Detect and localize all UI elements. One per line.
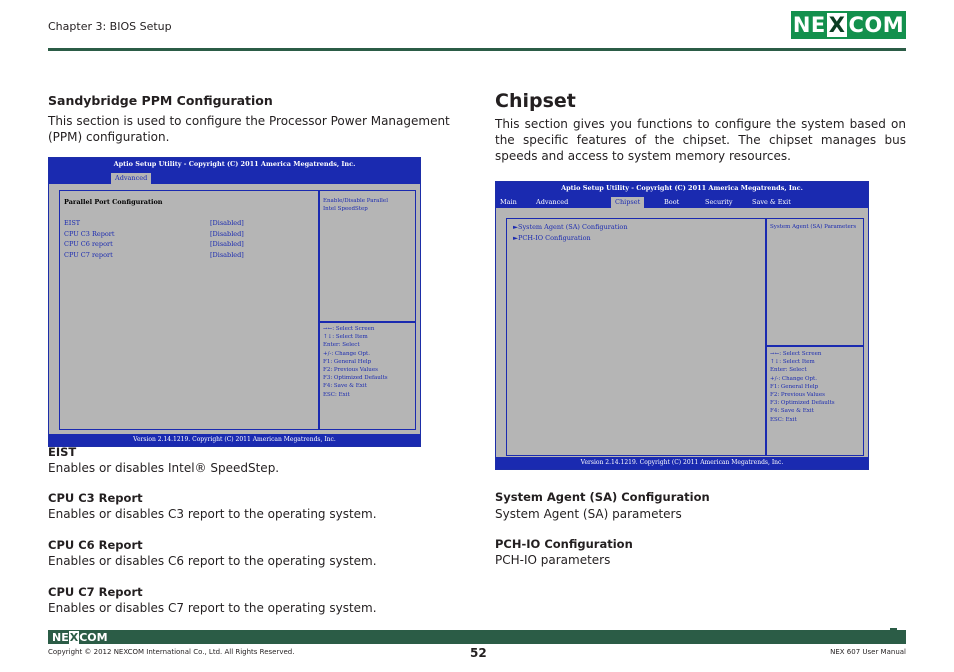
setting-eist-value[interactable]: [Disabled]: [210, 219, 244, 227]
bios-keys-panel: [766, 346, 864, 456]
section-title-chipset: Chipset: [495, 90, 576, 112]
key-hint: ↑↓: Select Item: [770, 359, 815, 366]
item-title: CPU C6 Report: [48, 538, 143, 552]
key-hint: ESC: Exit: [323, 391, 350, 398]
tab-boot[interactable]: Boot: [664, 198, 680, 206]
setting-c7-value[interactable]: [Disabled]: [210, 250, 244, 259]
key-hint: Enter: Select: [323, 342, 360, 349]
key-hint: F3: Optimized Defaults: [770, 400, 835, 407]
item-title: EIST: [48, 445, 77, 459]
menu-system-agent[interactable]: ►System Agent (SA) Configuration: [513, 223, 628, 231]
item-desc: Enables or disables Intel® SpeedStep.: [48, 461, 280, 475]
chipset-intro: This section gives you functions to configure the system based on the specific features of the chipset. The chipset manages bus speeds and access to system memory resources.: [495, 117, 906, 163]
footer-logo: NEXCOM: [52, 631, 108, 644]
key-hint: F2: Previous Values: [770, 392, 825, 398]
tab-main[interactable]: Main: [500, 198, 517, 206]
item-desc: PCH-IO parameters: [495, 553, 611, 567]
footer-squares-icon: [890, 628, 906, 644]
bios-title-bar: Aptio Setup Utility - Copyright (C) 2011 America Megatrends, Inc.: [49, 158, 420, 171]
key-hint: →←: Select Screen: [770, 351, 822, 357]
ppm-intro: This section is used to configure the Processor Power Management (PPM) configuration.: [48, 114, 450, 144]
bios-main-panel: [506, 218, 766, 456]
key-hint: →←: Select Screen: [323, 326, 375, 332]
bios-tab-bar: [49, 171, 420, 184]
key-hint: ESC: Exit: [770, 416, 797, 423]
item-desc: Enables or disables C6 report to the operating system.: [48, 554, 377, 568]
help-line-2: Intel SpeedStep: [323, 206, 368, 212]
page-number: 52: [470, 646, 487, 660]
bios-screen-ppm: [48, 157, 421, 447]
bios-tab-bar: [496, 195, 868, 208]
tab-chipset[interactable]: Chipset: [611, 197, 644, 208]
tab-advanced[interactable]: Advanced: [536, 198, 569, 206]
chapter-title: Chapter 3: BIOS Setup: [48, 20, 172, 33]
setting-c3-value[interactable]: [Disabled]: [210, 229, 244, 238]
item-title: CPU C3 Report: [48, 491, 143, 505]
header-divider: [48, 48, 906, 51]
key-hint: F4: Save & Exit: [323, 383, 367, 390]
item-title: CPU C7 Report: [48, 585, 143, 599]
key-hint: F1: General Help: [770, 383, 819, 390]
item-desc: System Agent (SA) parameters: [495, 507, 682, 521]
setting-c7-label[interactable]: CPU C7 report: [64, 250, 113, 259]
setting-eist-label[interactable]: EIST: [64, 219, 81, 227]
copyright-text: Copyright © 2012 NEXCOM International Co., Ltd. All Rights Reserved.: [48, 648, 295, 656]
manual-name: NEX 607 User Manual: [830, 648, 906, 656]
key-hint: Enter: Select: [770, 367, 807, 374]
item-title: PCH-IO Configuration: [495, 537, 633, 551]
key-hint: F3: Optimized Defaults: [323, 375, 388, 382]
section-title-ppm: Sandybridge PPM Configuration: [48, 93, 273, 108]
item-desc: Enables or disables C7 report to the operating system.: [48, 601, 377, 615]
setting-c6-value[interactable]: [Disabled]: [210, 240, 244, 248]
tab-security[interactable]: Security: [705, 198, 733, 206]
setting-c6-label[interactable]: CPU C6 report: [64, 240, 113, 248]
key-hint: F4: Save & Exit: [770, 408, 814, 415]
bios-keys-panel: [319, 322, 416, 430]
bios-title-bar: Aptio Setup Utility - Copyright (C) 2011 America Megatrends, Inc.: [496, 182, 868, 195]
key-hint: F1: General Help: [323, 358, 372, 365]
setting-c3-label[interactable]: CPU C3 Report: [64, 229, 115, 238]
bios-help-panel: [766, 218, 864, 346]
bios-screen-chipset: [495, 181, 869, 470]
key-hint: ↑↓: Select Item: [323, 334, 368, 341]
item-title: System Agent (SA) Configuration: [495, 490, 710, 504]
footer-bar: [48, 630, 906, 644]
panel-heading: Parallel Port Configuration: [64, 198, 163, 206]
bios-version-bar: Version 2.14.1219. Copyright (C) 2011 American Megatrends, Inc.: [49, 434, 420, 446]
bios-version-bar: Version 2.14.1219. Copyright (C) 2011 American Megatrends, Inc.: [496, 457, 868, 469]
tab-advanced[interactable]: Advanced: [111, 173, 151, 184]
item-desc: Enables or disables C3 report to the operating system.: [48, 507, 377, 521]
tab-save-exit[interactable]: Save & Exit: [752, 198, 791, 206]
help-line-1: System Agent (SA) Parameters: [770, 224, 857, 230]
key-hint: +/-: Change Opt.: [770, 375, 818, 382]
help-line-1: Enable/Disable Parallel: [323, 198, 388, 204]
nexcom-logo: NE X COM: [792, 13, 905, 37]
menu-pch-io[interactable]: ►PCH-IO Configuration: [513, 233, 591, 242]
key-hint: +/-: Change Opt.: [323, 350, 371, 357]
key-hint: F2: Previous Values: [323, 367, 378, 373]
bios-main-panel: [59, 190, 319, 430]
bios-help-panel: [319, 190, 416, 322]
